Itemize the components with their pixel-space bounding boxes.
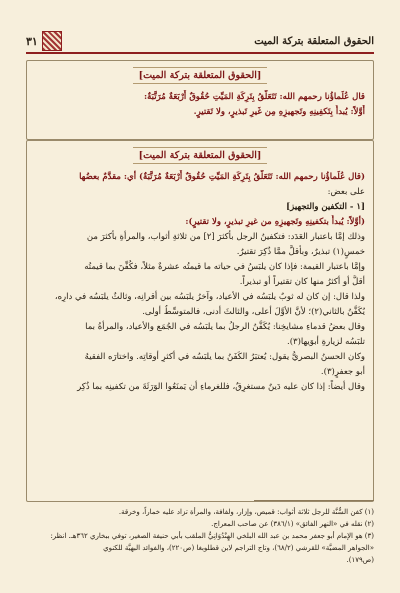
sharh-line: وذلك إمَّا باعتبار العَدَد: فتكفينُ الرجل بأكثرَ [٢] من ثلاثةِ أثواب، والمرأةِ بأكثرَ من — [86, 232, 365, 242]
matn-line: قال عُلَماؤُنا رحمهم الله: تَتَعَلَّقُ بِتَرِكَةِ المَيِّتِ حُقُوقٌ أَرْبَعَةٌ مُرَتَّبَةٌ: — [143, 92, 365, 102]
sharh-line: خمسٍ(١) تبذيرٌ، وبأقلَّ ممَّا ذُكِرَ تقتيرٌ. — [236, 247, 365, 257]
sharh-line: تلبَسُه لزيارةِ أبوَيها(٣). — [287, 337, 365, 347]
sharh-title: [الحقوق المتعلقة بتركة الميت] — [133, 147, 268, 164]
page-header — [26, 30, 374, 54]
sharh-line: أقلُّ أو أكثرُ منها كان تقتيراً أو تبذيراً. — [239, 277, 365, 287]
sharh-box — [26, 140, 374, 502]
sharh-line: وإمَّا باعتبار القيمة: فإذا كان يلبَسُ في حياته ما قيمتُه عشرةٌ مثلاً، فكُفِّنَ بما قيمتُه — [84, 262, 365, 272]
matn-title: [الحقوق المتعلقة بتركة الميت] — [133, 67, 268, 84]
sharh-line: وقال أيضاً: إذا كان عليه دَينٌ مستغرِقٌ، فللغرماءِ أن يَمنَعُوا الوَرَثَةَ من تكفينِه بما ذُكِر — [77, 382, 365, 392]
footnote: (٣) هو الإمام أبو جعفر محمد بن عبد الله البلخي الهِنْدُوَانِيُّ الملقب بأبي حنيفة الصغير، توفي ببخاري ٣٦٢هـ. انظر: — [50, 532, 374, 540]
sharh-line: وكان الحسنُ البصريُّ يقول: يُعتبَرُ الكَفَنُ بما يلبَسُه في أكثرِ أوقاتِه. واختارَه الفقيهُ — [84, 352, 365, 362]
footnote: (١) كفن السُّنَّة للرجل ثلاثة أثواب: قميص، وإزار، ولفافة، والمرأة تزاد عليه خماراً، وخرقة. — [118, 508, 374, 516]
sharh-line: (أوَّلاً: يُبدأُ بتكفينِهِ وتَجهيزِهِ من غيرِ تبذيرٍ، ولا تقتيرٍ): — [185, 217, 365, 227]
footnote: (٢) نقله في «النهر الفائق» (٣٨٦/١) عن صاحب المعراج. — [211, 520, 374, 528]
ornament-icon — [42, 31, 62, 51]
footnotes — [26, 506, 374, 566]
sharh-line: ولذا قال: إن كان له ثوبٌ يلبَسُه في الأعياد، وآخرُ يلبَسُه بين أقرانِه، وثالثٌ يلبَسُه في دارِه، — [54, 292, 365, 302]
footnote: «الجواهر المضيَّة» للقرشي (٦٨/٢)، وتاج التراجم لابن قطلوبغا (ص٢٢٠)، والفوائد البهيَّة للكنوي — [103, 544, 374, 552]
sharh-line: أبو جعفرٍ(٣). — [320, 367, 365, 377]
footnote-divider — [254, 500, 374, 501]
running-title: الحقوق المتعلقة بتركة الميت — [254, 35, 374, 47]
sharh-line: وقال بعضُ قدماءِ مشايخِنا: يُكَفَّنُ الرجلُ بما يلبَسُه في الجُمَع والأعياد، والمرأةُ بما — [85, 322, 365, 332]
page-number: ٣١ — [26, 34, 38, 48]
sharh-line: على بعض: — [327, 187, 365, 197]
matn-line: أَوَّلاً: يُبدأُ بِتَكفِينِهِ وتَجهيزِهِ مِن غَيرِ تَبذيرٍ، ولا تَقتيرٍ. — [193, 107, 365, 117]
matn-box — [26, 60, 374, 140]
footnote: (ص١٧٩). — [346, 556, 374, 564]
sharh-line: [١ - التكفين والتجهيز] — [286, 202, 365, 212]
sharh-line: يُكَفَّنُ بالثاني(٢)؛ لأنَّ الأوَّلَ أعلى، والثالثَ أدنى، فالمتوسِّطُ أولى. — [142, 307, 365, 317]
sharh-lines — [35, 170, 365, 395]
sharh-line: (قال عُلَماؤُنا رحمهم الله: تَتَعَلَّقُ بِتَرِكَةِ المَيِّتِ حُقُوقٌ أَرْبَعَةٌ مُرَتَّبَةٌ) أي: مقدَّمٌ بعضُها — [79, 172, 365, 182]
page-ornament — [26, 31, 62, 51]
